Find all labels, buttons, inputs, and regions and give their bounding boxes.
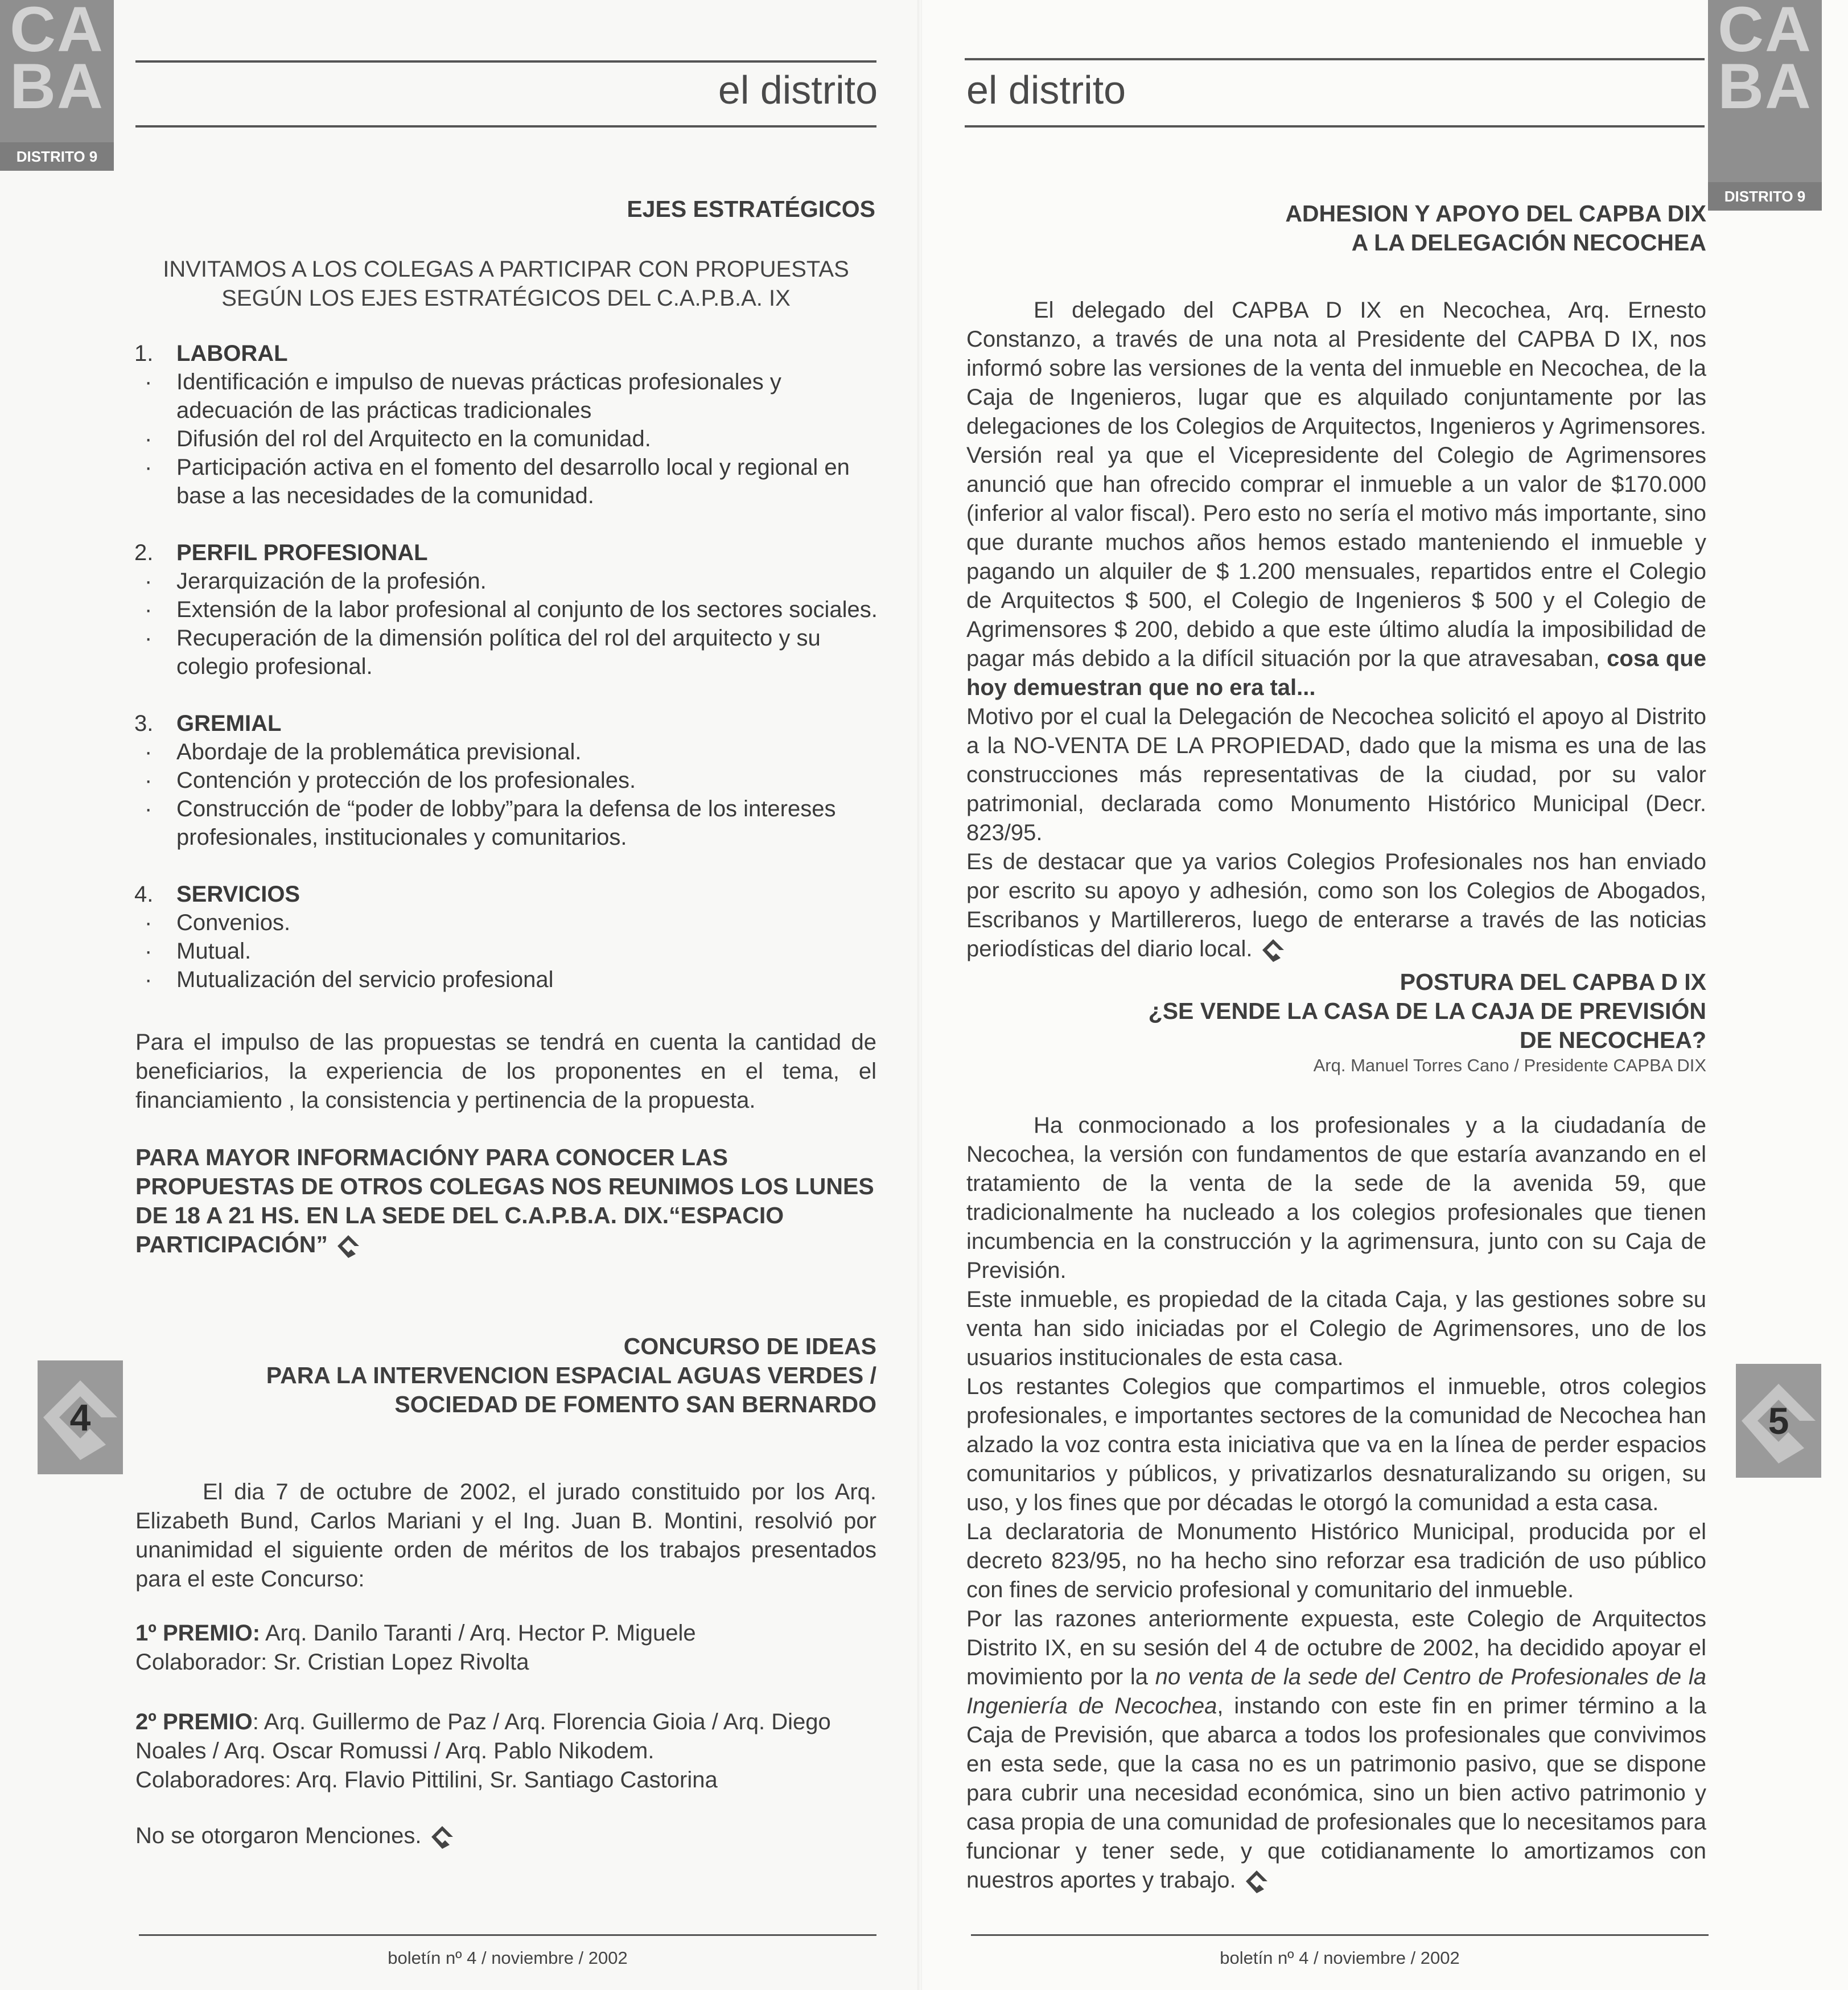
- ejes-closing: [135, 1143, 876, 1260]
- second-prize: [135, 1708, 876, 1795]
- second-prize-winners: : Arq. Guillermo de Paz / Arq. Florencia Gioia / Arq. Diego Noales / Arq. Oscar Romussi / Arq. Pablo Nikodem.: [135, 1709, 831, 1763]
- ejes-closing-text: PARA MAYOR INFORMACIÓNY PARA CONOCER LAS PROPUESTAS DE OTROS COLEGAS NOS REUNIMOS LOS LUNES DE 18 A 21 HS. EN LA SEDE DEL C.A.P.B.A. DIX.“ESPACIO PARTICIPACIÓN”: [135, 1144, 874, 1257]
- list-item: · Difusión del rol del Arquitecto en la comunidad.: [134, 425, 878, 453]
- list-item: · Abordaje de la problemática previsional.: [134, 738, 878, 766]
- page-number-badge: [1736, 1364, 1821, 1478]
- postura-paragraph-3: Los restantes Colegios que compartimos el inmueble, otros colegios profesionales, e importantes sectores de la comunidad de Necochea han alzado la voz contra esta iniciativa que va en la línea de perder espacios comunitarios y públicos, y privatizarlos desnaturalizando su origen, su uso, y los fines que por décadas le otorgó la comunidad a esta casa.: [966, 1374, 1706, 1515]
- postura-italic-phrase: no venta de la sede del Centro de Profesionales de la Ingeniería de Necochea: [966, 1664, 1706, 1718]
- logo-text-top: CA: [1718, 0, 1812, 65]
- concurso-heading-line1: CONCURSO DE IDEAS: [623, 1333, 876, 1359]
- list-item: · Jerarquización de la profesión.: [134, 567, 878, 595]
- capba-emblem-icon: [1259, 936, 1287, 964]
- first-prize-winners: Arq. Danilo Taranti / Arq. Hector P. Miguele: [260, 1621, 696, 1646]
- postura-paragraph-1: Ha conmocionado a los profesionales y a la ciudadanía de Necochea, la versión con fundamentos de que estaría avanzando en el tratamiento de la venta de la sede de la avenida 59, que tradicionalmente ha nucleado a los colegios profesionales que tienen incumbencia en la construcción y la agrimensura, junto con su Caja de Previsión.: [966, 1113, 1706, 1283]
- postura-heading-line1: POSTURA DEL CAPBA D IX: [1400, 969, 1706, 995]
- header-rule-bottom: [135, 125, 876, 128]
- item-number: 2.: [134, 540, 154, 565]
- ejes-intro: [135, 255, 876, 313]
- page-number: 5: [1768, 1400, 1789, 1442]
- first-prize-collaborator: Colaborador: Sr. Cristian Lopez Rivolta: [135, 1650, 529, 1675]
- page-number: 4: [69, 1396, 91, 1438]
- postura-heading-line3: DE NECOCHEA?: [1519, 1027, 1706, 1053]
- list-item: · Extensión de la labor profesional al conjunto de los sectores sociales.: [134, 595, 878, 624]
- header-rule-bottom: [965, 125, 1705, 128]
- item-number: 4.: [134, 882, 154, 907]
- menciones: [135, 1822, 876, 1851]
- first-prize-label: 1º PREMIO:: [135, 1621, 261, 1646]
- list-item: · Convenios.: [134, 908, 878, 937]
- concurso-body: El dia 7 de octubre de 2002, el jurado constituido por los Arq. Elizabeth Bund, Carlos Mariani y el Ing. Juan B. Montini, resolvió por unanimidad el siguiente orden de méritos de los trabajos presentados para el este Concurso:: [135, 1479, 876, 1592]
- impulse-paragraph: Para el impulso de las propuestas se tendrá en cuenta la cantidad de beneficiarios, la experiencia de los proponentes en el tema, el financiamiento , la consistencia y pertinencia de la propuesta.: [135, 1030, 876, 1113]
- list-item: · Mutualización del servicio profesional: [134, 965, 878, 994]
- second-prize-collaborators: Colaboradores: Arq. Flavio Pittilini, Sr. Santiago Castorina: [135, 1767, 718, 1792]
- left-page: [0, 0, 922, 1990]
- capba-emblem-icon: [428, 1823, 456, 1851]
- first-prize: [135, 1619, 876, 1677]
- capba-emblem-icon: [1242, 1867, 1271, 1896]
- ejes-item-perfil: [134, 538, 878, 681]
- item-title: GREMIAL: [176, 711, 282, 736]
- list-item: · Recuperación de la dimensión política del rol del arquitecto y su colegio profesional.: [134, 624, 878, 681]
- logo-text-top: CA: [10, 0, 104, 65]
- footer-text: boletín nº 4 / noviembre / 2002: [1220, 1948, 1460, 1968]
- logo-text-bottom: BA: [1718, 51, 1812, 122]
- ejes-heading: EJES ESTRATÉGICOS: [627, 196, 875, 222]
- header-rule-top: [135, 60, 876, 63]
- district-badge: DISTRITO 9: [0, 142, 114, 171]
- list-item: · Identificación e impulso de nuevas prácticas profesionales y adecuación de las prácticas tradicionales: [134, 368, 878, 425]
- item-number: 3.: [134, 711, 154, 736]
- adhesion-heading: [966, 199, 1706, 257]
- adhesion-paragraph-3: Es de destacar que ya varios Colegios Profesionales nos han enviado por escrito su apoyo y adhesión, como son los Colegios de Abogados, Escribanos y Martillereros, luego de enterarse a través de las noticias periodísticas del diario local.: [966, 849, 1706, 961]
- section-title: el distrito: [966, 68, 1126, 112]
- adhesion-bold-phrase: cosa que hoy demuestran que no era tal...: [966, 646, 1706, 700]
- concurso-heading-line2: PARA LA INTERVENCION ESPACIAL AGUAS VERDES /: [266, 1362, 876, 1388]
- footer-rule: [971, 1934, 1709, 1936]
- capba-emblem-icon: [334, 1232, 363, 1260]
- postura-paragraph-5b: , instando con este fin en primer término a la Caja de Previsión, que abarca a todos los profesionales que convivimos en esta sede, que la casa no es un patrimonio pasivo, que se dispone para cubrir una necesidad económica, sino un bien activo patrimonio y casa propia de una comunidad de profesionales que lo necesitamos para funcionar y tener sede, y que cotidianamente lo amortizamos con nuestros aportes y trabajo.: [966, 1693, 1706, 1893]
- ejes-intro-line1: INVITAMOS A LOS COLEGAS A PARTICIPAR CON PROPUESTAS: [163, 257, 849, 282]
- footer-rule: [139, 1934, 876, 1936]
- postura-body: [966, 1111, 1706, 1896]
- header-rule-top: [965, 58, 1705, 60]
- district-badge: DISTRITO 9: [1708, 182, 1822, 211]
- postura-paragraph-4: La declaratoria de Monumento Histórico Municipal, producida por el decreto 823/95, no ha hecho sino reforzar esa tradición de uso público con fines de servicio profesional y comunitario del inmueble.: [966, 1519, 1706, 1602]
- item-title: SERVICIOS: [176, 882, 301, 907]
- postura-paragraph-5a: Por las razones anteriormente expuesta, este Colegio de Arquitectos Distrito IX, en su sesión del 4 de octubre de 2002, ha decidido apoyar el movimiento por la: [966, 1606, 1706, 1689]
- adhesion-heading-line1: ADHESION Y APOYO DEL CAPBA DIX: [1285, 200, 1706, 227]
- adhesion-body: [966, 296, 1706, 964]
- item-number: 1.: [134, 341, 154, 366]
- postura-heading: [966, 968, 1706, 1055]
- menciones-text: No se otorgaron Menciones.: [135, 1823, 422, 1848]
- ejes-list: [134, 339, 878, 1022]
- postura-byline: Arq. Manuel Torres Cano / Presidente CAPBA DIX: [1313, 1055, 1706, 1075]
- ejes-item-gremial: [134, 709, 878, 852]
- list-item: · Contención y protección de los profesionales.: [134, 766, 878, 795]
- adhesion-heading-line2: A LA DELEGACIÓN NECOCHEA: [1351, 229, 1706, 256]
- postura-paragraph-2: Este inmueble, es propiedad de la citada Caja, y las gestiones sobre su venta han sido iniciadas por el Colegio de Agrimensores, uno de los usuarios institucionales de esta casa.: [966, 1287, 1706, 1370]
- footer-text: boletín nº 4 / noviembre / 2002: [388, 1948, 628, 1968]
- logo-text-bottom: BA: [10, 51, 104, 122]
- right-page: [922, 0, 1848, 1990]
- adhesion-paragraph-1: El delegado del CAPBA D IX en Necochea, Arq. Ernesto Constanzo, a través de una nota al Presidente del CAPBA D IX, nos informó sobre las versiones de la venta del inmueble en Necochea, de la Caja de Ingenieros, lugar que es alquilado conjuntamente por las delegaciones de los Colegios de Arquitectos, Ingenieros y Agrimensores. Versión real ya que el Vicepresidente del Colegio de Agrimensores anunció que han ofrecido comprar el inmueble a un valor de $170.000 (inferior al valor fiscal). Pero esto no sería el motivo más importante, sino que durante muchos años hemos estado manteniendo el inmueble y pagando un alquiler de $ 1.200 mensuales, repartidos entre el Colegio de Arquitectos $ 500, el Colegio de Ingenieros $ 500 y el Colegio de Agrimensores $ 200, debido a que este último aludía la imposibilidad de pagar más debido a la difícil situación por la que atravesaban,: [966, 298, 1706, 671]
- list-item: · Participación activa en el fomento del desarrollo local y regional en base a las necesidades de la comunidad.: [134, 453, 878, 510]
- list-item: · Construcción de “poder de lobby”para la defensa de los intereses profesionales, institucionales y comunitarios.: [134, 795, 878, 852]
- item-title: LABORAL: [176, 341, 288, 366]
- adhesion-paragraph-2: Motivo por el cual la Delegación de Necochea solicitó el apoyo al Distrito a la NO-VENTA DE LA PROPIEDAD, dado que la misma es una de las construcciones más representativas de la ciudad, por su valor patrimonial, declarada como Monumento Histórico Municipal (Decr. 823/95.: [966, 704, 1706, 845]
- concurso-heading: [135, 1332, 876, 1419]
- section-title: el distrito: [718, 68, 878, 112]
- capba-logo: [1708, 0, 1822, 211]
- capba-logo: [0, 0, 114, 171]
- ejes-item-servicios: [134, 880, 878, 994]
- list-item: · Mutual.: [134, 937, 878, 965]
- ejes-intro-line2: SEGÚN LOS EJES ESTRATÉGICOS DEL C.A.P.B.A. IX: [221, 286, 791, 311]
- ejes-item-laboral: [134, 339, 878, 510]
- item-title: PERFIL PROFESIONAL: [176, 540, 428, 565]
- page-number-badge: [38, 1360, 123, 1474]
- second-prize-label: 2º PREMIO: [135, 1709, 253, 1734]
- concurso-heading-line3: SOCIEDAD DE FOMENTO SAN BERNARDO: [394, 1391, 876, 1417]
- postura-heading-line2: ¿SE VENDE LA CASA DE LA CAJA DE PREVISIÓN: [1148, 998, 1706, 1024]
